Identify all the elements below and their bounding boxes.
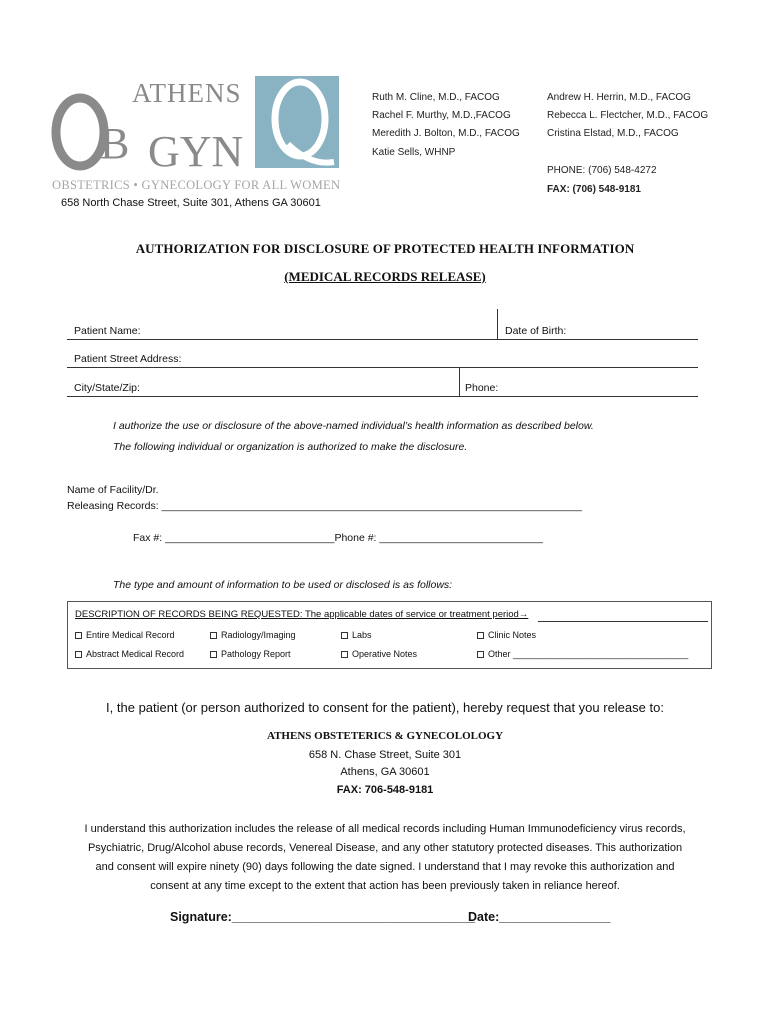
checkbox-operative-notes[interactable]	[341, 649, 417, 659]
doctor-right-3: Cristina Elstad, M.D., FACOG	[547, 128, 679, 139]
doctor-left-3: Meredith J. Bolton, M.D., FACOG	[372, 128, 520, 139]
release-request: I, the patient (or person authorized to consent for the patient), hereby request that you release to:	[106, 700, 664, 715]
releasing-records-field[interactable]: Releasing Records: ________________________________________________________________________	[67, 500, 582, 512]
dob-label: Date of Birth:	[505, 325, 567, 337]
consent-line-2: Psychiatric, Drug/Alcohol abuse records, Venereal Disease, and any other statutory protected diseases. This authorization	[87, 842, 683, 854]
records-description: DESCRIPTION OF RECORDS BEING REQUESTED: The applicable dates of service or treatment period→	[75, 609, 529, 620]
info-intro: The type and amount of information to be used or disclosed is as follows:	[113, 579, 453, 591]
checkbox-square[interactable]	[75, 632, 82, 639]
city-label: City/State/Zip:	[74, 382, 140, 394]
athens-obgyn-logo	[50, 74, 342, 194]
checkbox-square[interactable]	[210, 632, 217, 639]
document-subtitle: (MEDICAL RECORDS RELEASE)	[284, 269, 486, 284]
checkbox-label: Labs	[352, 630, 372, 640]
checkbox-label: Operative Notes	[352, 649, 418, 659]
clinic-address: 658 North Chase Street, Suite 301, Athens GA 30601	[61, 197, 321, 209]
doctor-right-1: Andrew H. Herrin, M.D., FACOG	[547, 92, 691, 103]
authorize-line-1: I authorize the use or disclosure of the above-named individual’s health information as described below.	[113, 420, 594, 432]
patient-name-field[interactable]	[67, 339, 698, 340]
consent-paragraph	[60, 820, 710, 896]
consent-line-1: I understand this authorization includes the release of all medical records including Human Immunodeficiency virus records,	[84, 823, 686, 835]
checkbox-labs[interactable]	[341, 630, 372, 640]
checkbox-label: Other ___________________________________	[488, 649, 689, 659]
checkbox-pathology[interactable]	[210, 649, 291, 659]
authorize-line-2: The following individual or organization is authorized to make the disclosure.	[113, 441, 468, 453]
checkbox-square[interactable]	[75, 651, 82, 658]
checkbox-square[interactable]	[477, 651, 484, 658]
doctor-left-1: Ruth M. Cline, M.D., FACOG	[372, 92, 500, 103]
date-field[interactable]: Date:________________	[468, 910, 611, 924]
checkbox-square[interactable]	[341, 651, 348, 658]
checkbox-square[interactable]	[477, 632, 484, 639]
fax-phone-fields[interactable]: Fax #: _____________________________Phone #: ____________________________	[133, 532, 543, 544]
checkbox-label: Abstract Medical Record	[86, 649, 185, 659]
name-dob-divider	[497, 309, 498, 339]
signature-field[interactable]: Signature:___________________________________	[170, 910, 476, 924]
consent-line-4: consent at any time except to the extent that action has been previously taken in reliance hereof.	[150, 880, 620, 892]
treatment-period-field[interactable]	[538, 621, 708, 622]
checkbox-square[interactable]	[341, 632, 348, 639]
release-clinic-name: ATHENS OBSTETERICS & GYNECOLOLOGY	[266, 730, 504, 742]
release-fax: FAX: 706-548-9181	[336, 784, 434, 796]
doctor-left-4: Katie Sells, WHNP	[372, 147, 456, 158]
checkbox-label: Radiology/Imaging	[221, 630, 296, 640]
facility-label: Name of Facility/Dr.	[67, 484, 159, 496]
release-street: 658 N. Chase Street, Suite 301	[308, 749, 462, 761]
checkbox-label: Entire Medical Record	[86, 630, 175, 640]
checkbox-clinic-notes[interactable]	[477, 630, 536, 640]
checkbox-label: Clinic Notes	[488, 630, 537, 640]
doctor-left-2: Rachel F. Murthy, M.D.,FACOG	[372, 110, 511, 121]
consent-line-3: and consent will expire ninety (90) days following the date signed. I understand that I may revoke this authorization and	[95, 861, 675, 873]
checkbox-abstract-medical-record[interactable]	[75, 649, 184, 659]
document-title: AUTHORIZATION FOR DISCLOSURE OF PROTECTED HEALTH INFORMATION	[135, 241, 635, 256]
street-label: Patient Street Address:	[74, 353, 182, 365]
clinic-fax: FAX: (706) 548-9181	[547, 184, 641, 195]
release-city: Athens, GA 30601	[340, 766, 430, 778]
checkbox-square[interactable]	[210, 651, 217, 658]
patient-name-label: Patient Name:	[74, 325, 141, 337]
phone-label: Phone:	[465, 382, 499, 394]
street-field[interactable]	[67, 367, 698, 368]
logo-b-letter: B	[100, 119, 130, 168]
checkbox-other[interactable]	[477, 649, 688, 659]
doctor-right-2: Rebecca L. Flectcher, M.D., FACOG	[547, 110, 709, 121]
clinic-phone: PHONE: (706) 548-4272	[547, 165, 657, 176]
logo-athens-text: ATHENS	[132, 78, 242, 108]
checkbox-label: Pathology Report	[221, 649, 291, 659]
checkbox-radiology[interactable]	[210, 630, 296, 640]
checkbox-entire-medical-record[interactable]	[75, 630, 175, 640]
logo-gyn-text: GYN	[148, 127, 244, 176]
city-phone-divider	[459, 368, 460, 397]
city-phone-field[interactable]	[67, 396, 698, 397]
logo-tagline: OBSTETRICS • GYNECOLOGY FOR ALL WOMEN	[52, 178, 341, 192]
